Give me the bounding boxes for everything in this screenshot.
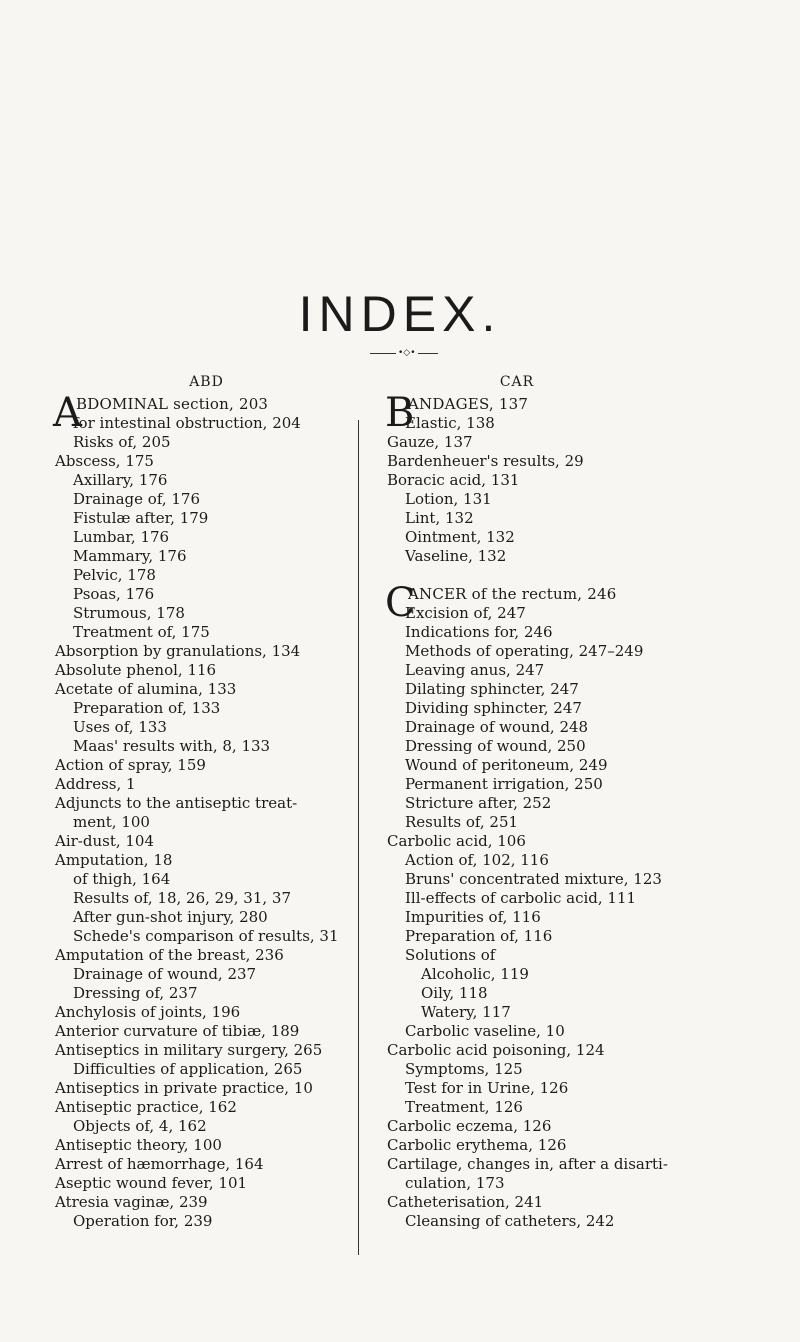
index-entry-text: Risks of, 205 <box>73 433 171 451</box>
index-entry-text: Carbolic eczema, 126 <box>387 1117 552 1135</box>
index-entry-text: Carbolic acid poisoning, 124 <box>387 1041 605 1059</box>
index-entry <box>387 1041 762 1060</box>
index-entry-text: Cleansing of catheters, 242 <box>405 1212 615 1230</box>
index-entry-text: Operation for, 239 <box>73 1212 213 1230</box>
index-entry-text: Uses of, 133 <box>73 718 167 736</box>
index-entry-text: Drainage of wound, 237 <box>73 965 257 983</box>
index-entry-text: Drainage of, 176 <box>73 490 201 508</box>
index-entry <box>55 1098 385 1117</box>
index-entry-text: Results of, 251 <box>405 813 519 831</box>
index-entry-text: Dilating sphincter, 247 <box>405 680 579 698</box>
index-entry-text: Bruns' concentrated mixture, 123 <box>405 870 662 888</box>
index-entry-text: for intestinal obstruction, 204 <box>73 414 301 432</box>
index-entry-text: Drainage of wound, 248 <box>405 718 589 736</box>
index-entry-text: Carbolic acid, 106 <box>387 832 526 850</box>
index-entry <box>55 471 385 490</box>
index-entry-text: Solutions of <box>405 946 496 964</box>
index-entry <box>55 1174 385 1193</box>
index-entry <box>387 946 762 965</box>
index-entry <box>55 927 385 946</box>
index-entry <box>387 604 762 623</box>
index-entry <box>55 661 385 680</box>
index-entry-text: Amputation of the breast, 236 <box>55 946 284 964</box>
index-entry <box>387 984 762 1003</box>
index-entry-text: Leaving anus, 247 <box>405 661 545 679</box>
index-entry <box>387 756 762 775</box>
index-entry <box>55 1060 385 1079</box>
index-entry <box>387 490 762 509</box>
index-entry-text: Acetate of alumina, 133 <box>55 680 237 698</box>
index-entry-text: Carbolic erythema, 126 <box>387 1136 567 1154</box>
index-entry-text: Dividing sphincter, 247 <box>405 699 582 717</box>
index-entry <box>55 1193 385 1212</box>
index-entry-text: Watery, 117 <box>421 1003 511 1021</box>
index-entry-text: Psoas, 176 <box>73 585 155 603</box>
index-entry-text: ment, 100 <box>73 813 150 831</box>
index-entry <box>55 756 385 775</box>
index-entry <box>55 870 385 889</box>
index-entry <box>387 927 762 946</box>
index-entry <box>387 414 762 433</box>
index-section <box>385 390 762 566</box>
index-entry <box>55 604 385 623</box>
index-entry <box>55 1136 385 1155</box>
index-entry <box>387 794 762 813</box>
index-entry-text: Address, 1 <box>55 775 136 793</box>
index-entry <box>387 509 762 528</box>
index-entry-text: Treatment, 126 <box>405 1098 523 1116</box>
index-entry-text: Maas' results with, 8, 133 <box>73 737 271 755</box>
index-entry-text: Arrest of hæmorrhage, 164 <box>55 1155 264 1173</box>
index-entry-text: Abscess, 175 <box>55 452 154 470</box>
index-entry-text: Elastic, 138 <box>405 414 495 432</box>
index-entry-text: Antiseptic practice, 162 <box>55 1098 237 1116</box>
index-entry <box>55 908 385 927</box>
index-entry <box>387 1174 762 1193</box>
drop-cap: C <box>385 580 416 626</box>
index-entry-text: Axillary, 176 <box>73 471 168 489</box>
index-entry-text: Aseptic wound fever, 101 <box>55 1174 248 1192</box>
index-entry-text: ANDAGES, 137 <box>408 395 529 413</box>
index-entry <box>387 433 762 452</box>
index-entry-text: Antiseptic theory, 100 <box>55 1136 222 1154</box>
index-entry-text: Action of, 102, 116 <box>405 851 549 869</box>
right-column <box>387 373 762 1231</box>
index-entry-text: Oily, 118 <box>421 984 488 1002</box>
index-entry-text: Anchylosis of joints, 196 <box>55 1003 241 1021</box>
index-entry <box>387 737 762 756</box>
index-entry <box>387 661 762 680</box>
index-entry-text: Gauze, 137 <box>387 433 473 451</box>
index-entry-text: Preparation of, 133 <box>73 699 221 717</box>
index-entry-text: Air-dust, 104 <box>55 832 155 850</box>
index-entry <box>387 832 762 851</box>
index-entry-text: Action of spray, 159 <box>55 756 206 774</box>
index-entry-text: Fistulæ after, 179 <box>73 509 209 527</box>
index-entry-text: Vaseline, 132 <box>405 547 507 565</box>
title-ornament: •◇• <box>398 348 416 358</box>
drop-cap: B <box>385 390 415 436</box>
index-entry <box>387 471 762 490</box>
index-entry <box>55 414 385 433</box>
index-entry <box>387 1212 762 1231</box>
index-entry-text: Results of, 18, 26, 29, 31, 37 <box>73 889 291 907</box>
index-entry <box>55 433 385 452</box>
index-entry <box>55 547 385 566</box>
index-entry <box>387 1136 762 1155</box>
index-entry <box>55 794 385 813</box>
index-entry <box>387 452 762 471</box>
index-entry <box>387 1155 762 1174</box>
index-entry <box>387 908 762 927</box>
index-entry <box>55 1155 385 1174</box>
index-entry-text: Wound of peritoneum, 249 <box>405 756 608 774</box>
index-entry-text: Symptoms, 125 <box>405 1060 523 1078</box>
index-entry <box>387 1022 762 1041</box>
index-entry <box>387 775 762 794</box>
index-entry <box>55 718 385 737</box>
index-entry <box>55 1212 385 1231</box>
index-entry <box>387 889 762 908</box>
index-entry-text: Objects of, 4, 162 <box>73 1117 207 1135</box>
index-entry-text: Schede's comparison of results, 31 <box>73 927 339 945</box>
index-entry <box>387 813 762 832</box>
index-entry <box>55 851 385 870</box>
index-entry <box>55 1041 385 1060</box>
index-entry <box>55 946 385 965</box>
index-entry-text: Carbolic vaseline, 10 <box>405 1022 565 1040</box>
index-entry <box>387 718 762 737</box>
index-entry-text: Preparation of, 116 <box>405 927 553 945</box>
index-entry-text: Antiseptics in private practice, 10 <box>55 1079 313 1097</box>
index-section <box>53 390 385 1231</box>
index-entry-text: BDOMINAL section, 203 <box>76 395 269 413</box>
index-entry-text: Treatment of, 175 <box>73 623 210 641</box>
index-entry-text: Methods of operating, 247–249 <box>405 642 644 660</box>
index-entry <box>55 737 385 756</box>
index-entry-text: ANCER of the rectum, 246 <box>408 585 617 603</box>
index-entry <box>387 623 762 642</box>
index-entry-text: Lumbar, 176 <box>73 528 170 546</box>
index-entry-text: of thigh, 164 <box>73 870 171 888</box>
index-entry-text: Bardenheuer's results, 29 <box>387 452 584 470</box>
index-entry-text: Mammary, 176 <box>73 547 187 565</box>
index-entry-text: Dressing of, 237 <box>73 984 198 1002</box>
index-entry <box>55 775 385 794</box>
index-entry <box>55 965 385 984</box>
index-entry <box>55 1003 385 1022</box>
index-section <box>385 580 762 1231</box>
index-entry-text: Difficulties of application, 265 <box>73 1060 303 1078</box>
index-entry <box>55 1079 385 1098</box>
index-entry-text: Ointment, 132 <box>405 528 515 546</box>
index-entry-text: Boracic acid, 131 <box>387 471 520 489</box>
index-entry-text: Lint, 132 <box>405 509 474 527</box>
index-entry-text: Stricture after, 252 <box>405 794 552 812</box>
index-entry-text: culation, 173 <box>405 1174 505 1192</box>
index-entry <box>387 547 762 566</box>
index-entry-text: Excision of, 247 <box>405 604 526 622</box>
index-entry <box>55 984 385 1003</box>
index-entry <box>387 1098 762 1117</box>
index-entry <box>387 528 762 547</box>
index-entry <box>55 832 385 851</box>
index-entry <box>55 1022 385 1041</box>
index-entry <box>387 680 762 699</box>
index-entry <box>387 870 762 889</box>
index-entry-text: Impurities of, 116 <box>405 908 541 926</box>
left-column-header: ABD <box>189 374 224 390</box>
index-entry-text: Indications for, 246 <box>405 623 553 641</box>
index-entry <box>387 699 762 718</box>
index-entry-text: Dressing of wound, 250 <box>405 737 586 755</box>
index-entry-text: Antiseptics in military surgery, 265 <box>55 1041 323 1059</box>
index-entry-text: Lotion, 131 <box>405 490 492 508</box>
index-entry-text: Ill-effects of carbolic acid, 111 <box>405 889 637 907</box>
index-entry <box>387 1193 762 1212</box>
index-entry-text: Absolute phenol, 116 <box>55 661 217 679</box>
index-entry <box>55 813 385 832</box>
left-column <box>55 373 385 1231</box>
index-entry <box>387 1003 762 1022</box>
index-entry-text: Catheterisation, 241 <box>387 1193 544 1211</box>
index-entry-text: Anterior curvature of tibiæ, 189 <box>55 1022 300 1040</box>
index-entry <box>55 585 385 604</box>
index-entry-text: Permanent irrigation, 250 <box>405 775 603 793</box>
index-entry-text: Pelvic, 178 <box>73 566 156 584</box>
right-column-header: CAR <box>499 374 535 390</box>
index-entry <box>387 1060 762 1079</box>
index-entry <box>55 699 385 718</box>
index-entry <box>55 680 385 699</box>
index-entry <box>55 566 385 585</box>
index-entry <box>387 1117 762 1136</box>
page-title: INDEX. <box>298 286 502 342</box>
index-entry-text: Alcoholic, 119 <box>421 965 529 983</box>
index-entry <box>387 851 762 870</box>
index-entry-text: Adjuncts to the antiseptic treat- <box>55 794 298 812</box>
index-entry-text: Atresia vaginæ, 239 <box>55 1193 208 1211</box>
index-entry-text: After gun-shot injury, 280 <box>73 908 268 926</box>
index-entry-text: Amputation, 18 <box>55 851 173 869</box>
left-column-sections <box>53 390 385 1231</box>
index-entry <box>55 528 385 547</box>
index-entry <box>387 965 762 984</box>
index-entry <box>55 509 385 528</box>
right-column-sections <box>385 390 762 1231</box>
index-entry <box>55 1117 385 1136</box>
index-entry <box>55 452 385 471</box>
index-entry <box>387 1079 762 1098</box>
index-entry <box>55 490 385 509</box>
index-entry <box>55 889 385 908</box>
drop-cap: A <box>53 390 83 436</box>
index-entry-text: Cartilage, changes in, after a disarti- <box>387 1155 668 1173</box>
index-entry-text: Strumous, 178 <box>73 604 185 622</box>
index-entry <box>55 623 385 642</box>
index-entry-text: Test for in Urine, 126 <box>405 1079 569 1097</box>
index-entry <box>387 642 762 661</box>
index-entry <box>55 642 385 661</box>
index-entry-text: Absorption by granulations, 134 <box>55 642 301 660</box>
